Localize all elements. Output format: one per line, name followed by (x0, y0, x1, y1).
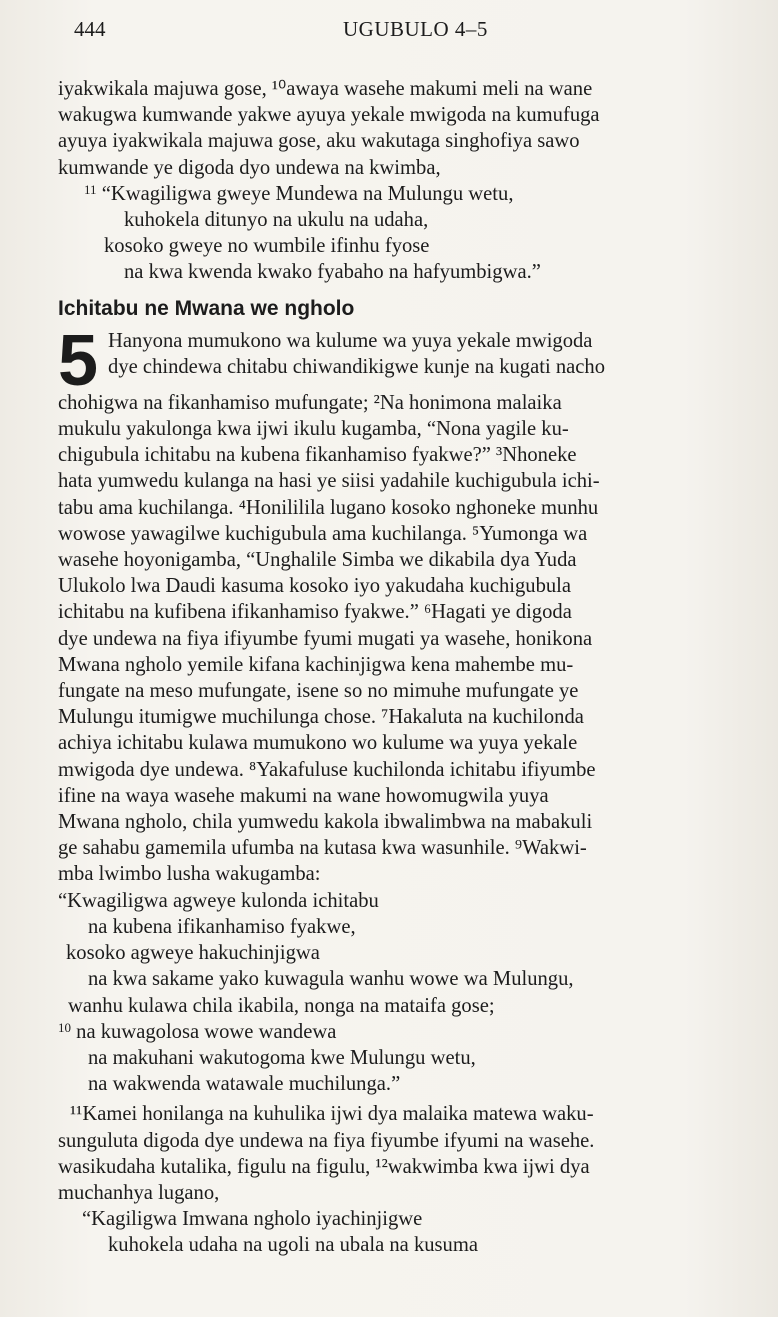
poem-line: na kubena ifikanhamiso fyakwe, (88, 915, 356, 938)
poem-line: na kwa kwenda kwako fyabaho na hafyumbigwa.” (124, 261, 541, 284)
text-line: ifine na waya wasehe makumi na wane howomugwila yuya (58, 784, 549, 807)
poem-line: kuhokela udaha na ugoli na ubala na kusuma (108, 1234, 479, 1257)
running-title: UGUBULO 4–5 (343, 17, 488, 41)
text-line: Mwana ngholo yemile kifana kachinjigwa kena mahembe mu- (58, 653, 574, 676)
text-line: chigubula ichitabu na kubena fikanhamiso fyakwe?” ³Nhoneke (58, 444, 577, 467)
running-head (58, 12, 756, 46)
text-line: achiya ichitabu kulawa mumukono wo kulume wa yuya yekale (58, 732, 578, 755)
text-line: fungate na meso mufungate, isene so no mimuhe mufungate ye (58, 680, 579, 703)
text-line: wowose yawagilwe kuchigubula ama kuchilanga. ⁵Yumonga wa (58, 522, 588, 545)
poem-line: na makuhani wakutogoma kwe Mulungu wetu, (88, 1046, 476, 1069)
text-line: Ulukolo lwa Daudi kasuma kosoko iyo yakudaha kuchigubula (58, 575, 572, 598)
text-line: ichitabu na kufibena ifikanhamiso fyakwe.” ⁶Hagati ye digoda (58, 601, 572, 624)
text-line: ¹¹Kamei honilanga na kuhulika ijwi dya malaika matewa waku- (70, 1103, 594, 1126)
chapter-number-dropcap: 5 (58, 320, 99, 401)
section-heading: Ichitabu ne Mwana we ngholo (58, 296, 355, 320)
text-line: mukulu yakulonga kwa ijwi ikulu kugamba, “Nona yagile ku- (58, 418, 569, 441)
text-line: chohigwa na fikanhamiso mufungate; ²Na honimona malaika (58, 391, 562, 414)
text-line: mba lwimbo lusha wakugamba: (58, 863, 321, 886)
poem-line: kosoko gweye no wumbile ifinhu fyose (104, 235, 430, 258)
text-line: mwigoda dye undewa. ⁸Yakafuluse kuchilonda ichitabu ifiyumbe (58, 758, 596, 781)
text-line: wasikudaha kutalika, figulu na figulu, ¹²wakwimba kwa ijwi dya (58, 1155, 590, 1178)
text-line: dye undewa na fiya ifiyumbe fyumi mugati ya wasehe, honikona (58, 627, 593, 650)
poem-line: “Kagiligwa Imwana ngholo iyachinjigwe (82, 1208, 423, 1231)
text-line: sunguluta digoda dye undewa na fiya fiyumbe ifyumi na wasehe. (58, 1129, 595, 1152)
poem-line: kosoko agweye hakuchinjigwa (66, 942, 320, 965)
page-number: 444 (74, 17, 106, 41)
poem-line: kuhokela ditunyo na ukulu na udaha, (124, 209, 429, 232)
paragraph-top (58, 76, 756, 181)
text-line: Mulungu itumigwe muchilunga chose. ⁷Hakaluta na kuchilonda (58, 706, 584, 729)
poem-line: na wakwenda watawale muchilunga.” (88, 1073, 401, 1096)
text-line: iyakwikala majuwa gose, ¹⁰awaya wasehe makumi meli na wane (58, 78, 593, 100)
paragraph-bottom (58, 1101, 756, 1206)
poem-line: wanhu kulawa chila ikabila, nonga na mataifa gose; (68, 994, 495, 1017)
text-line: wasehe hoyonigamba, “Unghalile Simba we dikabila dya Yuda (58, 549, 577, 572)
page-content (58, 76, 756, 1259)
text-line: tabu ama kuchilanga. ⁴Honililila lugano kosoko nghoneke munhu (58, 496, 599, 519)
poem-line: na kwa sakame yako kuwagula wanhu wowe wa Mulungu, (88, 968, 574, 991)
poem-verse-9-10 (58, 888, 756, 1098)
text-line: ge sahabu gamemila ufumba na kutasa kwa wasunhile. ⁹Wakwi- (58, 837, 587, 860)
text-line: Mwana ngholo, chila yumwedu kakola ibwalimbwa na mabakuli (58, 811, 593, 834)
verse-number: 10 (58, 1019, 71, 1035)
chapter-5 (58, 320, 756, 888)
text-line: ayuya iyakwikala majuwa gose, aku wakutaga singhofiya sawo (58, 130, 580, 153)
poem-line: “Kwagiligwa agweye kulonda ichitabu (58, 889, 379, 912)
text-line: wakugwa kumwande yakwe ayuya yekale mwigoda na kumufuga (58, 104, 600, 127)
poem-verse-12 (58, 1206, 756, 1258)
poem-line: $^{10}$ na kuwagolosa wowe wandewa (58, 1019, 337, 1043)
text-line: hata yumwedu kulanga na hasi ye siisi yadahile kuchigubula ichi- (58, 470, 600, 493)
text-line: muchanhya lugano, (58, 1181, 220, 1204)
text-line: dye chindewa chitabu chiwandikigwe kunje na kugati nacho (108, 356, 605, 379)
poem-line: $^{11}$ “Kwagiligwa gweye Mundewa na Mulungu wetu, (84, 181, 514, 205)
poem-verse-11 (58, 181, 756, 286)
text-line: kumwande ye digoda dyo undewa na kwimba, (58, 156, 441, 179)
verse-number: 11 (84, 181, 97, 197)
text-line: Hanyona mumukono wa kulume wa yuya yekale mwigoda (108, 329, 593, 352)
